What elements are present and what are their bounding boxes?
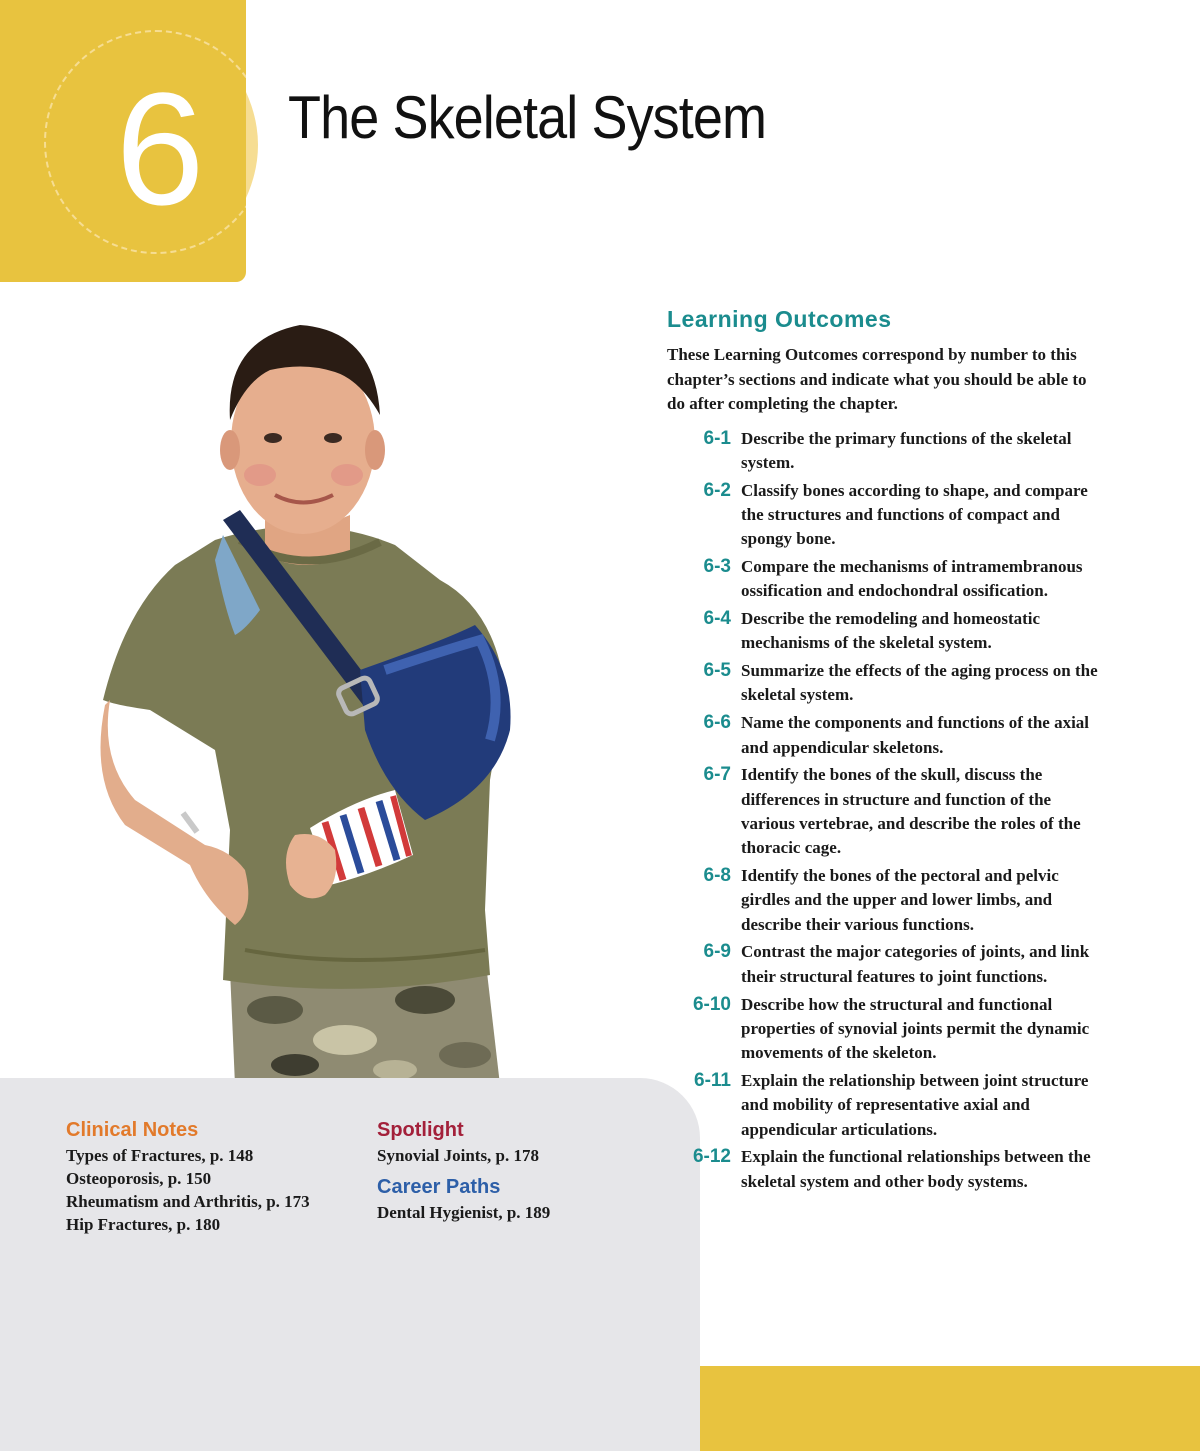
spotlight-item: Synovial Joints, p. 178 xyxy=(377,1146,540,1165)
outcome-item xyxy=(667,1145,1107,1194)
outcome-text: Identify the bones of the skull, discuss the differences in structure and function of the various vertebrae, and describe the roles of the thoracic cage. xyxy=(741,765,1081,858)
learning-outcomes-heading: Learning Outcomes xyxy=(667,306,892,332)
footer-yellow-bar xyxy=(700,1366,1200,1451)
photo-boy-with-arm-sling xyxy=(95,310,525,1085)
features-panel xyxy=(0,1078,700,1451)
learning-outcomes-intro: These Learning Outcomes correspond by number to this chapter’s sections and indicate what you should be able to do after completing the chapter. xyxy=(667,345,1087,413)
outcome-number: 6-2 xyxy=(703,479,731,501)
outcome-number: 6-7 xyxy=(703,764,731,786)
clinical-note-item: Osteoporosis, p. 150 xyxy=(66,1169,212,1188)
outcome-item xyxy=(667,940,1107,989)
clinical-note-item: Rheumatism and Arthritis, p. 173 xyxy=(66,1192,310,1211)
outcome-text: Contrast the major categories of joints, and link their structural features to joint functions. xyxy=(741,942,1090,986)
clinical-notes-section xyxy=(66,1118,310,1236)
outcome-item xyxy=(667,763,1107,860)
outcome-item xyxy=(667,427,1107,476)
outcome-text: Describe how the structural and functional properties of synovial joints permit the dynamic movements of the skeleton. xyxy=(741,994,1090,1063)
learning-outcomes xyxy=(667,306,1107,1197)
career-paths-section xyxy=(377,1175,550,1224)
outcome-text: Name the components and functions of the axial and appendicular skeletons. xyxy=(741,713,1090,757)
outcome-item xyxy=(667,864,1107,937)
chapter-title: The Skeletal System xyxy=(288,84,767,151)
chapter-tab xyxy=(0,0,246,282)
chapter-number: 6 xyxy=(115,59,201,238)
outcome-item xyxy=(667,711,1107,760)
outcome-item xyxy=(667,993,1107,1066)
outcome-number: 6-3 xyxy=(703,555,731,577)
outcome-item xyxy=(667,1069,1107,1142)
clinical-note-item: Types of Fractures, p. 148 xyxy=(66,1146,254,1165)
outcome-number: 6-12 xyxy=(692,1146,731,1168)
outcome-number: 6-1 xyxy=(703,427,731,449)
outcome-text: Describe the remodeling and homeostatic mechanisms of the skeletal system. xyxy=(741,609,1041,653)
outcome-text: Identify the bones of the pectoral and pelvic girdles and the upper and lower limbs, and describe their various functions. xyxy=(741,866,1059,934)
career-path-item: Dental Hygienist, p. 189 xyxy=(377,1203,551,1222)
outcome-text: Describe the primary functions of the skeletal system. xyxy=(741,428,1072,472)
outcome-list xyxy=(667,427,1107,1194)
outcome-text: Classify bones according to shape, and compare the structures and functions of compact and spongy bone. xyxy=(741,480,1088,549)
spotlight-heading: Spotlight xyxy=(377,1119,464,1141)
tab-ring-edge xyxy=(246,70,270,220)
outcome-number: 6-5 xyxy=(703,660,731,682)
outcome-item xyxy=(667,607,1107,656)
outcome-number: 6-9 xyxy=(703,941,731,963)
outcome-number: 6-10 xyxy=(692,993,731,1015)
outcome-text: Summarize the effects of the aging process on the skeletal system. xyxy=(741,661,1098,705)
outcome-text: Explain the relationship between joint structure and mobility of representative axial and appendicular articulations. xyxy=(741,1070,1089,1139)
outcome-text: Compare the mechanisms of intramembranous ossification and endochondral ossification. xyxy=(741,556,1083,601)
clinical-note-item: Hip Fractures, p. 180 xyxy=(66,1215,221,1234)
outcome-number: 6-8 xyxy=(703,865,731,887)
career-paths-heading: Career Paths xyxy=(377,1176,501,1198)
outcome-number: 6-6 xyxy=(703,712,731,734)
outcome-item xyxy=(667,555,1107,604)
outcome-number: 6-11 xyxy=(694,1069,731,1091)
outcome-item xyxy=(667,479,1107,552)
outcome-item xyxy=(667,659,1107,708)
spotlight-section xyxy=(377,1118,539,1167)
outcome-text: Explain the functional relationships between the skeletal system and other body systems. xyxy=(741,1147,1091,1191)
outcome-number: 6-4 xyxy=(703,608,731,630)
clinical-notes-heading: Clinical Notes xyxy=(66,1119,199,1141)
